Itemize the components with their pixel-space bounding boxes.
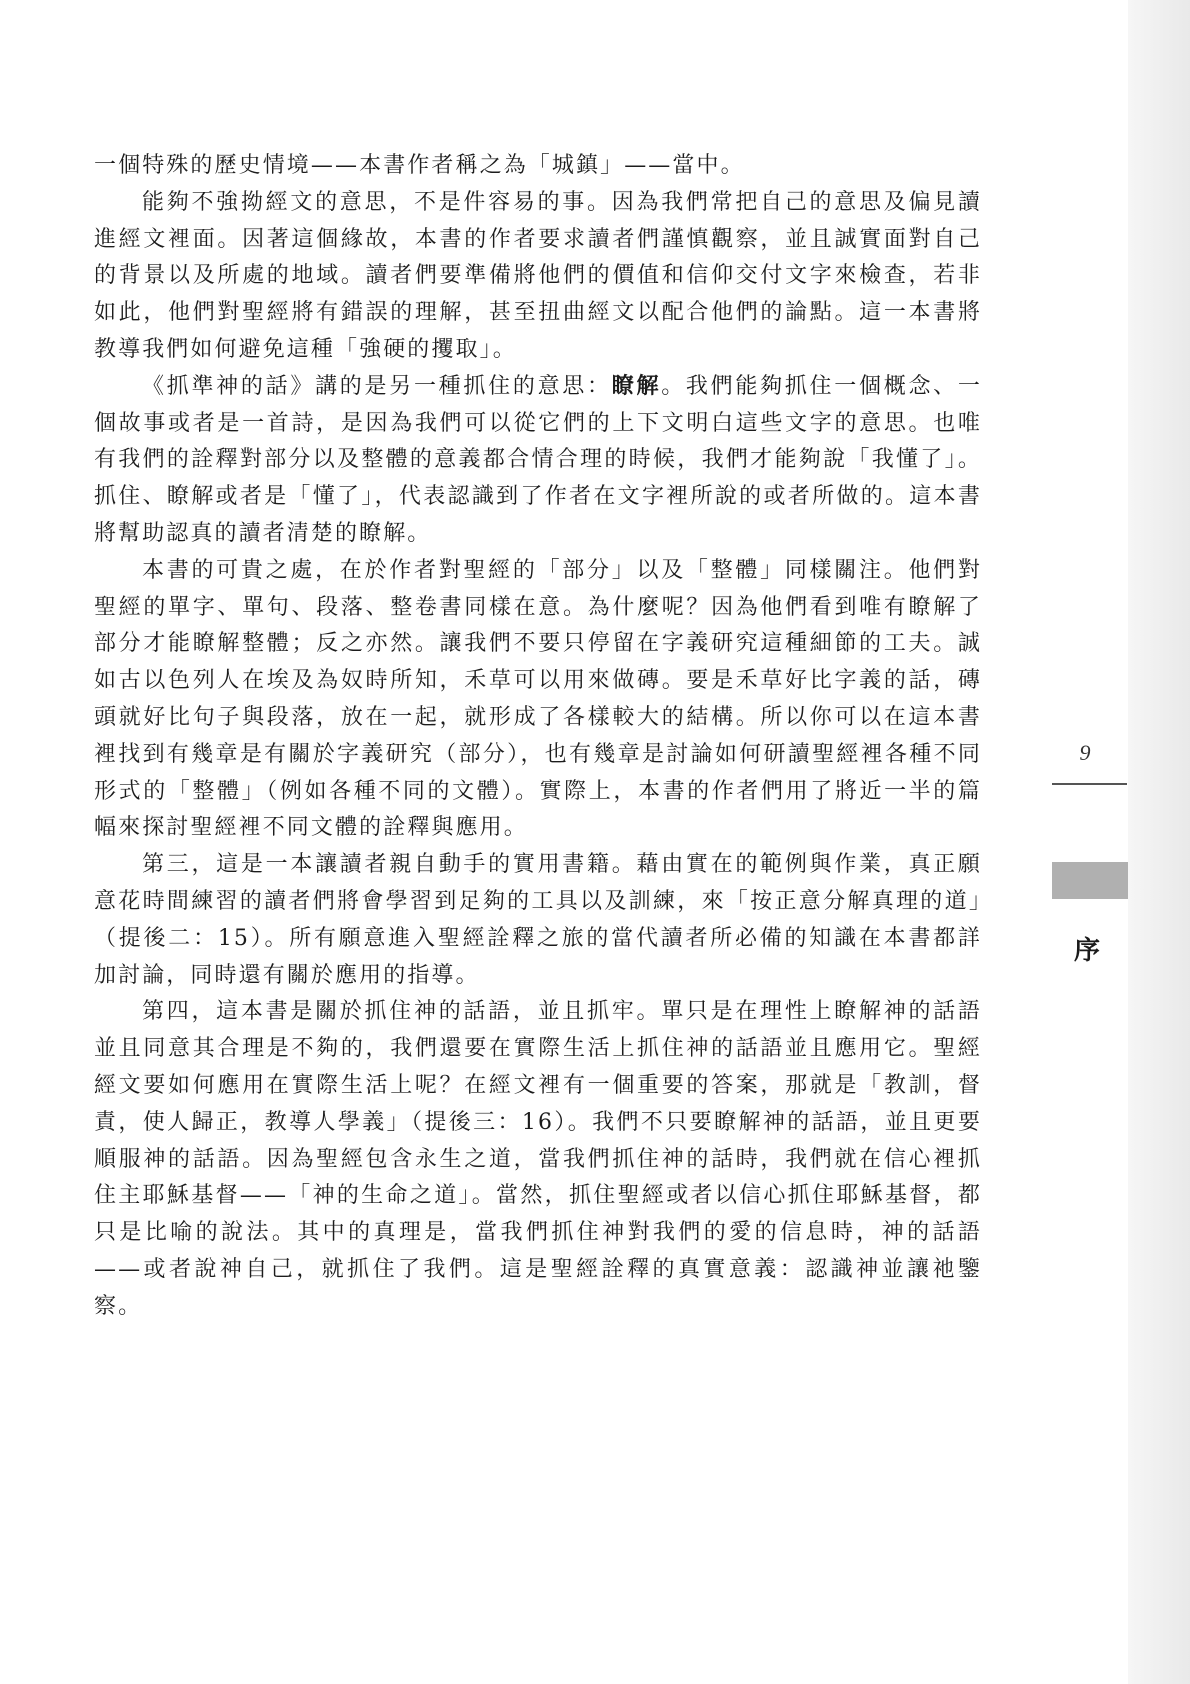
paragraph-text: 《抓準神的話》講的是另一種抓住的意思： bbox=[142, 373, 612, 399]
paragraph-text: 本書的可貴之處，在於作者對聖經的「部分」以及「整體」同樣關注。他們對聖經的單字、單句、段落、整卷書同樣在意。為什麼呢？因為他們看到唯有瞭解了部分才能瞭解整體；反之亦然。讓我們不要只停留在字義研究這種細節的工夫。誠如古以色列人在埃及為奴時所知，禾草可以用來做磚。要是禾草好比字義的話，磚頭就好比句子與段落，放在一起，就形成了各樣較大的結構。所以你可以在這本書裡找到有幾章是有關於字義研究（部分），也有幾章是討論如何研讀聖經裡各種不同形式的「整體」（例如各種不同的文體）。實際上，本書的作者們用了將近一半的篇幅來探討聖經裡不同文體的詮釋與應用。 bbox=[94, 557, 982, 841]
paragraph-text: 一個特殊的歷史情境——本書作者稱之為「城鎮」——當中。 bbox=[94, 153, 745, 178]
paragraph bbox=[94, 185, 982, 369]
body-text bbox=[94, 148, 982, 1326]
page-number: 9 bbox=[1079, 740, 1091, 765]
paragraph bbox=[94, 553, 982, 847]
paragraph-text: 能夠不強拗經文的意思，不是件容易的事。因為我們常把自己的意思及偏見讀進經文裡面。因著這個緣故，本書的作者要求讀者們謹慎觀察，並且誠實面對自己的背景以及所處的地域。讀者們要準備將他們的價值和信仰交付文字來檢查，若非如此，他們對聖經將有錯誤的理解，甚至扭曲經文以配合他們的論點。這一本書將教導我們如何避免這種「強硬的攫取」。 bbox=[94, 189, 982, 362]
paragraph bbox=[94, 369, 982, 553]
paragraph-text: 第三，這是一本讓讀者親自動手的實用書籍。藉由實在的範例與作業，真正願意花時間練習的讀者們將會學習到足夠的工具以及訓練，來「按正意分解真理的道」（提後二：15）。所有願意進入聖經詮釋之旅的當代讀者所必備的知識在本書都詳加討論，同時還有關於應用的指導。 bbox=[94, 852, 982, 988]
emphasized-term: 瞭解 bbox=[611, 373, 662, 399]
paragraph bbox=[94, 148, 982, 185]
paragraph bbox=[94, 847, 982, 994]
paragraph bbox=[94, 994, 982, 1325]
side-section-label: 序 bbox=[1073, 936, 1100, 966]
paragraph-text: 。我們能夠抓住一個概念、一個故事或者是一首詩，是因為我們可以從它們的上下文明白這些文字的意思。也唯有我們的詮釋對部分以及整體的意義都合情合理的時候，我們才能夠說「我懂了」。抓住、瞭解或者是「懂了」，代表認識到了作者在文字裡所說的或者所做的。這本書將幫助認真的讀者清楚的瞭解。 bbox=[94, 373, 982, 546]
side-tab bbox=[1052, 862, 1128, 899]
page-edge-shadow bbox=[1128, 0, 1190, 1684]
side-rule bbox=[1052, 783, 1127, 785]
paragraph-text: 第四，這本書是關於抓住神的話語，並且抓牢。單只是在理性上瞭解神的話語並且同意其合理是不夠的，我們還要在實際生活上抓住神的話語並且應用它。聖經經文要如何應用在實際生活上呢？在經文裡有一個重要的答案，那就是「教訓，督責，使人歸正，教導人學義」（提後三：16）。我們不只要瞭解神的話語，並且更要順服神的話語。因為聖經包含永生之道，當我們抓住神的話時，我們就在信心裡抓住主耶穌基督——「神的生命之道」。當然，抓住聖經或者以信心抓住耶穌基督，都只是比喻的說法。其中的真理是，當我們抓住神對我們的愛的信息時，神的話語——或者說神自己，就抓住了我們。這是聖經詮釋的真實意義：認識神並讓祂鑒察。 bbox=[94, 999, 982, 1319]
